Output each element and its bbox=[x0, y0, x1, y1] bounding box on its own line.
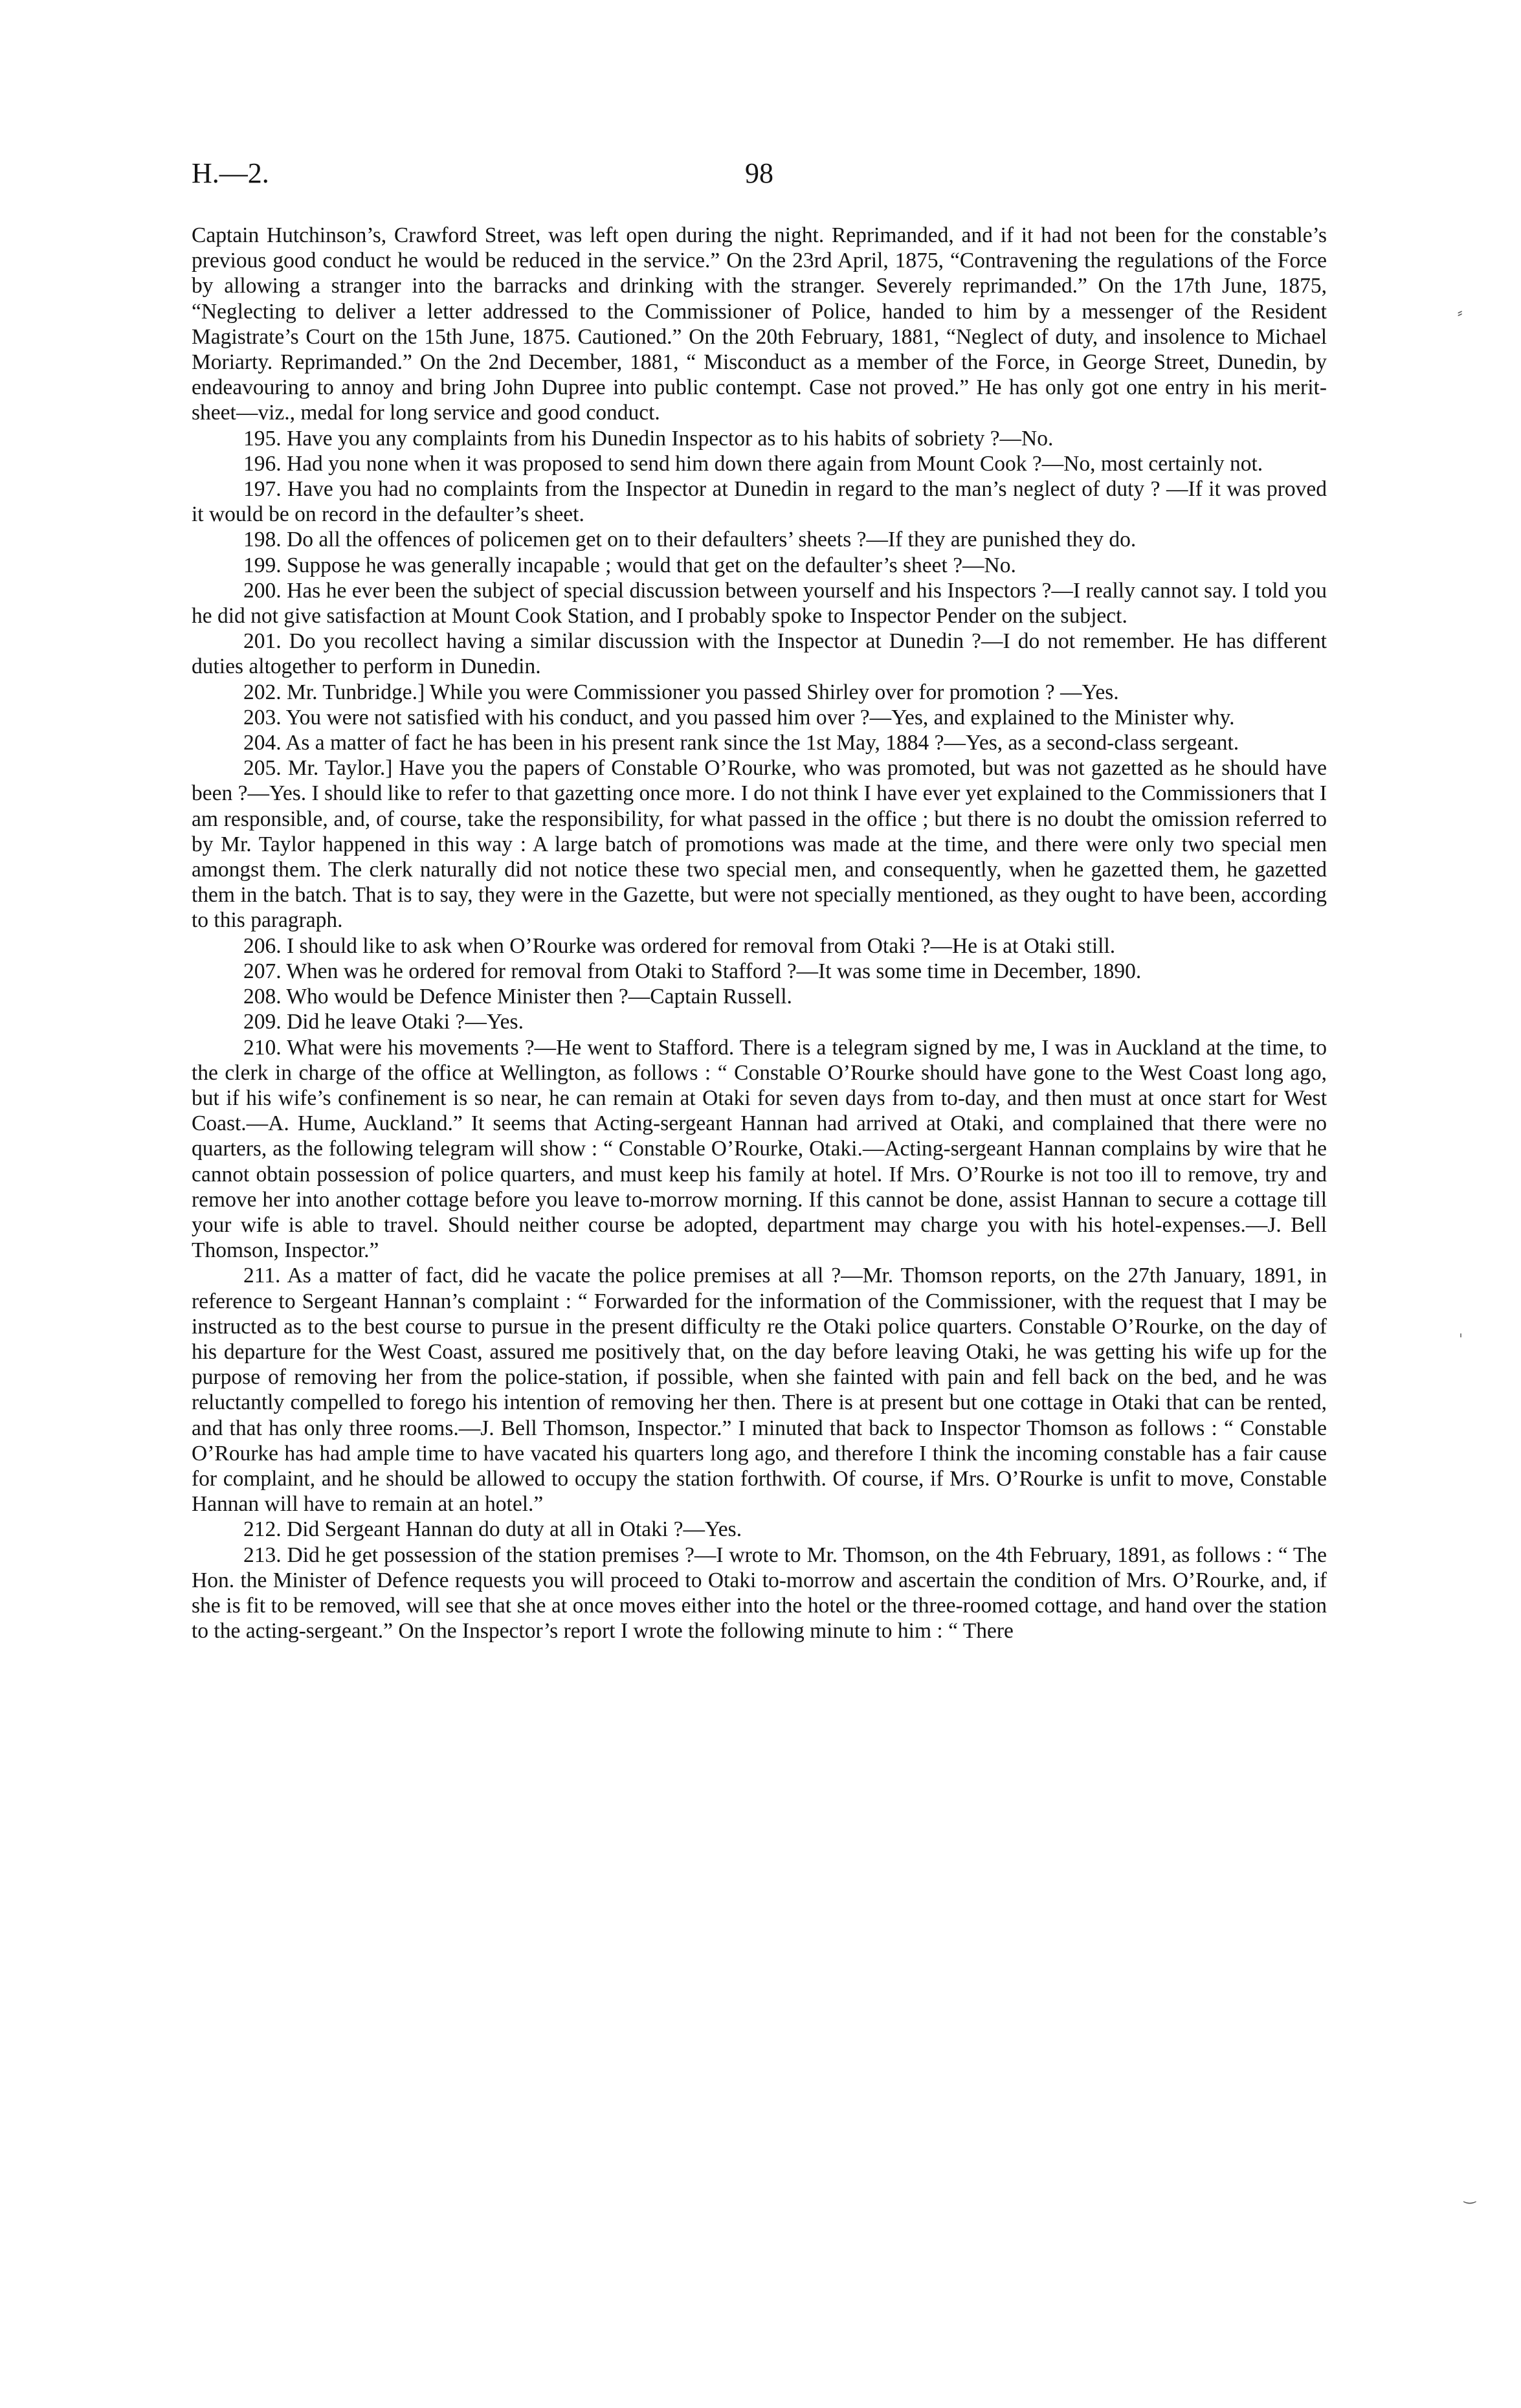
paragraph: 198. Do all the offences of policemen get on to their defaulters’ sheets ?—If they are punished they do. bbox=[243, 528, 1137, 552]
paragraph: 208. Who would be Defence Minister then ?—Captain Russell. bbox=[243, 985, 792, 1009]
paragraph: 195. Have you any complaints from his Dunedin Inspector as to his habits of sobriety ?—No. bbox=[243, 426, 1054, 451]
paragraph: Captain Hutchinson’s, Crawford Street, was left open during the night. Reprimanded, and if it had not been for the constable’s previous good conduct he would be reduced in the service.” On the 23rd April, 1875, “Contravening the regulations of the Force by allowing a stranger into the barracks and drinking with the stranger. Severely reprimanded.” On the 17th June, 1875, “Neglecting to deliver a letter addressed to the Commissioner of Police, handed to him by a messenger of the Resident Magistrate’s Court on the 15th June, 1875. Cautioned.” On the 20th February, 1881, “Neglect of duty, and insolence to Michael Moriarty. Reprimanded.” On the 2nd December, 1881, “ Misconduct as a member of the Force, in George Street, Dunedin, by endeavouring to annoy and bring John Dupree into public contempt. Case not proved.” He has only got one entry in his merit-sheet—viz., medal for long service and good conduct. bbox=[192, 223, 1327, 425]
paragraph: 211. As a matter of fact, did he vacate the police premises at all ?—Mr. Thomson reports, on the 27th January, 1891, in reference to Sergeant Hannan’s complaint : “ Forwarded for the information of the Commissioner, with the request that I may be instructed as to the best course to pursue in the present difficulty re the Otaki police quarters. Constable O’Rourke, on the day of his departure for the West Coast, assured me positively that, on the day before leaving Otaki, he was getting his wife up for the purpose of removing her from the police-station, if possible, when she fainted with pain and fell back on the bed, and he was reluctantly compelled to forego his intention of removing her then. There is at present but one cottage in Otaki that can be rented, and that has only three rooms.—J. Bell Thomson, Inspector.” I minuted that back to Inspector Thomson as follows : “ Constable O’Rourke has had ample time to have vacated his quarters long ago, and therefore I think the incoming constable has a fair cause for complaint, and he should be allowed to occupy the station forthwith. Of course, if Mrs. O’Rourke is unfit to move, Constable Hannan will have to remain at an hotel.” bbox=[192, 1264, 1327, 1517]
paragraph: 199. Suppose he was generally incapable ; would that get on the defaulter’s sheet ?—No. bbox=[243, 553, 1016, 577]
paragraph: 205. Mr. Taylor.] Have you the papers of Constable O’Rourke, who was promoted, but was not gazetted as he should have been ?—Yes. I should like to refer to that gazetting once more. I do not think I have ever yet explained to the Commissioners that I am responsible, and, of course, take the responsibility, for what passed in the office ; but there is no doubt the omission referred to by Mr. Taylor happened in this way : A large batch of promotions was made at the time, and there were only two special men amongst them. The clerk naturally did not notice these two special men, and consequently, when he gazetted them, he gazetted them in the batch. That is to say, they were in the Gazette, but were not specially mentioned, as they ought to have been, according to this paragraph. bbox=[192, 756, 1327, 933]
margin-mark-icon: ˈ bbox=[1459, 1332, 1463, 1348]
paragraph: 210. What were his movements ?—He went to Stafford. There is a telegram signed by me, I was in Auckland at the time, to the clerk in charge of the office at Wellington, as follows : “ Constable O’Rourke should have gone to the West Coast long ago, but if his wife’s confinement is so near, he can remain at Otaki for seven days from to-day, and then must at once start for West Coast.—A. Hume, Auckland.” It seems that Acting-sergeant Hannan had arrived at Otaki, and complained that there were no quarters, as the following telegram will show : “ Constable O’Rourke, Otaki.—Acting-sergeant Hannan complains by wire that he cannot obtain possession of police quarters, and must keep his family at hotel. If Mrs. O’Rourke is not too ill to remove, try and remove her into another cottage before you leave to-morrow morning. If this cannot be done, assist Hannan to secure a cottage till your wife is able to travel. Should neither course be adopted, department may charge you with his hotel-expenses.—J. Bell Thomson, Inspector.” bbox=[192, 1035, 1327, 1263]
paragraph: 200. Has he ever been the subject of special discussion between yourself and his Inspectors ?—I really cannot say. I told you he did not give satisfaction at Mount Cook Station, and I probably spoke to Inspector Pender on the subject. bbox=[192, 578, 1327, 629]
margin-mark-icon: ‿ bbox=[1464, 2188, 1476, 2204]
paragraph: 204. As a matter of fact he has been in his present rank since the 1st May, 1884 ?—Yes, as a second-class sergeant. bbox=[243, 731, 1239, 755]
paragraph: 197. Have you had no complaints from the Inspector at Dunedin in regard to the man’s neglect of duty ? —If it was proved it would be on record in the defaulter’s sheet. bbox=[192, 477, 1327, 527]
paragraph: 201. Do you recollect having a similar discussion with the Inspector at Dunedin ?—I do not remember. He has different duties altogether to perform in Dunedin. bbox=[192, 629, 1327, 679]
paragraph: 203. You were not satisfied with his conduct, and you passed him over ?—Yes, and explained to the Minister why. bbox=[243, 705, 1235, 730]
margin-mark-icon: ⸗ bbox=[1458, 305, 1463, 321]
paragraph: 209. Did he leave Otaki ?—Yes. bbox=[243, 1010, 524, 1034]
page-header bbox=[192, 157, 1327, 195]
page-number: 98 bbox=[745, 157, 773, 189]
paragraph: 207. When was he ordered for removal from Otaki to Stafford ?—It was some time in December, 1890. bbox=[243, 959, 1142, 983]
paragraph: 206. I should like to ask when O’Rourke was ordered for removal from Otaki ?—He is at Otaki still. bbox=[243, 933, 1116, 958]
paragraph: 212. Did Sergeant Hannan do duty at all in Otaki ?—Yes. bbox=[243, 1517, 742, 1542]
paragraph: 213. Did he get possession of the station premises ?—I wrote to Mr. Thomson, on the 4th February, 1891, as follows : “ The Hon. the Minister of Defence requests you will proceed to Otaki to-morrow and ascertain the condition of Mrs. O’Rourke, and, if she is fit to be removed, will see that she at once moves either into the hotel or the three-roomed cottage, and hand over the station to the acting-sergeant.” On the Inspector’s report I wrote the following minute to him : “ There bbox=[192, 1543, 1327, 1644]
paragraph: 196. Had you none when it was proposed to send him down there again from Mount Cook ?—No, most certainly not. bbox=[243, 451, 1263, 476]
document-body bbox=[192, 223, 1327, 1644]
paragraph: 202. Mr. Tunbridge.] While you were Commissioner you passed Shirley over for promotion ? —Yes. bbox=[243, 680, 1119, 704]
report-reference: H.—2. bbox=[192, 157, 269, 189]
